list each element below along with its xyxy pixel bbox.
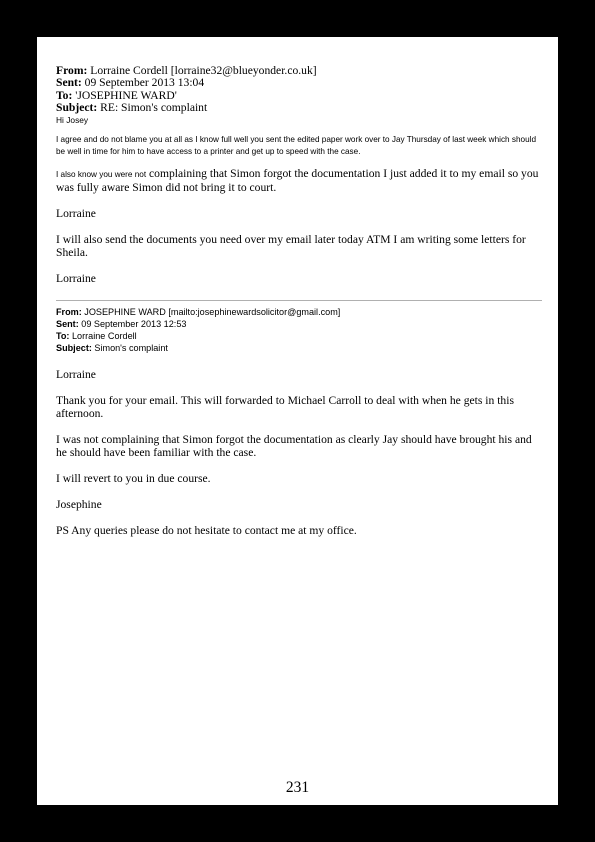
- from-value: JOSEPHINE WARD [mailto:josephinewardsolicitor@gmail.com]: [84, 307, 341, 318]
- to-value: 'JOSEPHINE WARD': [75, 88, 177, 102]
- from-value: Lorraine Cordell [lorraine32@blueyonder.co.uk]: [90, 64, 317, 77]
- original-postscript: PS Any queries please do not hesitate to contact me at my office.: [56, 523, 357, 537]
- reply-paragraph-3: I will also send the documents you need over my email later today ATM I am writing some letters for Sheila.: [56, 233, 526, 260]
- to-label: To:: [56, 88, 73, 102]
- sent-label: Sent:: [56, 319, 79, 330]
- from-row: [56, 307, 542, 319]
- reply-paragraph-1: I agree and do not blame you at all as I know full well you sent the edited paper work over to Jay Thursday of last week which should be well in time for him to have access to a printer and get up to speed with the case.: [56, 135, 536, 156]
- original-paragraph-1: Thank you for your email. This will forwarded to Michael Carroll to deal with when he gets in this afternoon.: [56, 393, 514, 420]
- reply-signoff-2: Lorraine: [56, 272, 96, 286]
- original-greeting: Lorraine: [56, 367, 96, 381]
- to-value: Lorraine Cordell: [72, 330, 137, 341]
- reply-paragraph-2: [56, 167, 542, 194]
- sent-row: [56, 319, 542, 331]
- reply-signoff-1: Lorraine: [56, 207, 96, 221]
- sent-value: 09 September 2013 13:04: [84, 76, 205, 90]
- sent-value: 09 September 2013 12:53: [81, 319, 187, 330]
- page-number: 231: [285, 779, 310, 796]
- reply-paragraph-2-start: I also know you were not: [56, 170, 147, 180]
- subject-label: Subject:: [56, 100, 98, 114]
- to-label: To:: [56, 330, 70, 341]
- email-thread: [56, 65, 542, 537]
- subject-value: RE: Simon's complaint: [100, 100, 208, 114]
- subject-row: [56, 102, 542, 114]
- original-paragraph-3: I will revert to you in due course.: [56, 471, 211, 485]
- reply-email-header: [56, 65, 542, 114]
- from-label: From:: [56, 307, 82, 318]
- document-page: [37, 37, 558, 805]
- subject-label: Subject:: [56, 342, 92, 353]
- sent-label: Sent:: [56, 76, 82, 90]
- from-label: From:: [56, 64, 88, 77]
- reply-greeting: Hi Josey: [56, 115, 89, 126]
- to-row: [56, 331, 542, 343]
- quoted-email-divider: [56, 300, 542, 301]
- original-signoff: Josephine: [56, 497, 102, 511]
- subject-value: Simon's complaint: [94, 342, 168, 353]
- original-email-header: [56, 307, 542, 354]
- original-paragraph-2: I was not complaining that Simon forgot the documentation as clearly Jay should have brought his and he should have been familiar with the case.: [56, 432, 532, 459]
- subject-row: [56, 343, 542, 355]
- reply-paragraph-2-rest: complaining that Simon forgot the documentation I just added it to my email so you was fully aware Simon did not bring it to court.: [56, 167, 539, 195]
